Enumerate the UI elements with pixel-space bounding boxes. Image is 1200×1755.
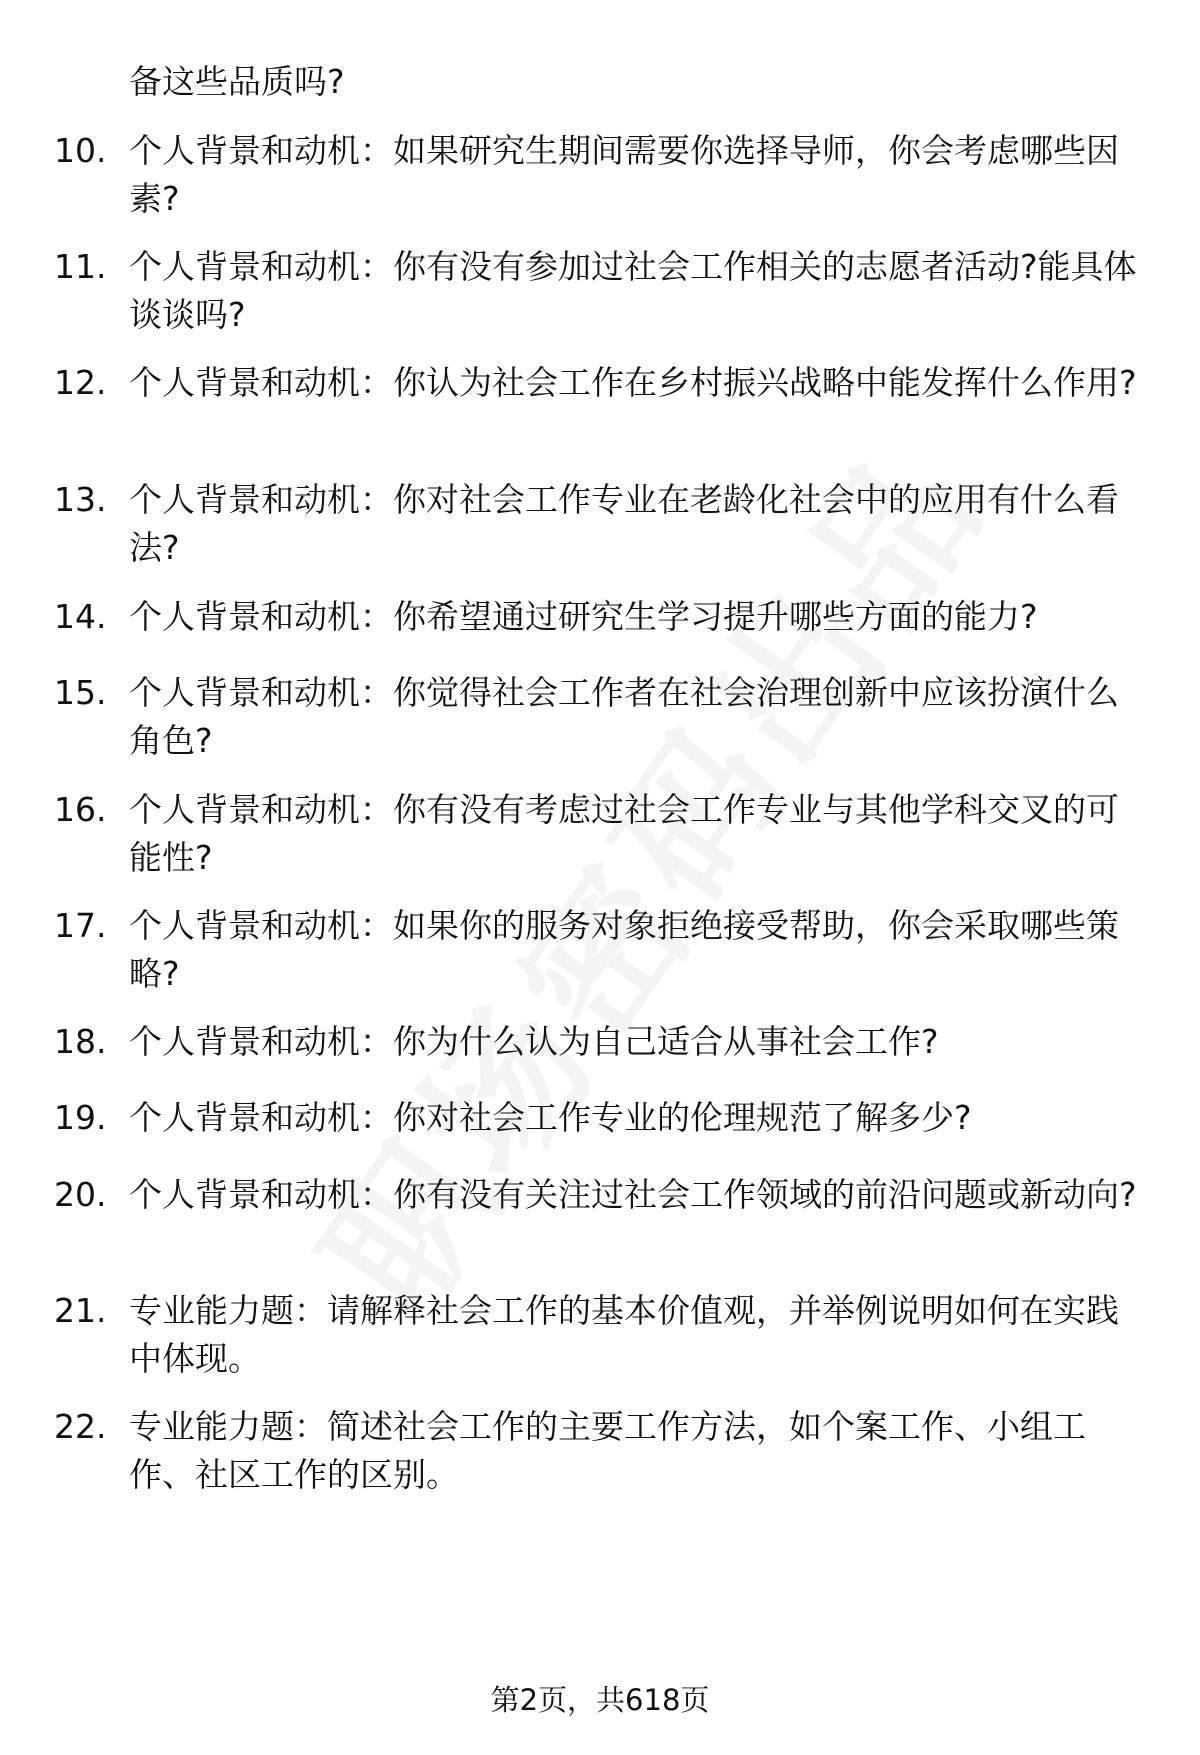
item-number: 10. [54, 131, 107, 170]
item-text: 专业能力题：请解释社会工作的基本价值观，并举例说明如何在实践中体现。 [129, 1291, 1119, 1378]
item-text: 个人背景和动机：你希望通过研究生学习提升哪些方面的能力? [129, 597, 1038, 636]
item-text: 个人背景和动机：如果你的服务对象拒绝接受帮助，你会采取哪些策略? [129, 906, 1119, 993]
item-number: 13. [54, 480, 107, 519]
item-text: 个人背景和动机：你有没有参加过社会工作相关的志愿者活动?能具体谈谈吗? [129, 247, 1137, 334]
item-text: 个人背景和动机：你为什么认为自己适合从事社会工作? [129, 1022, 939, 1061]
item-text: 个人背景和动机：你对社会工作专业在老龄化社会中的应用有什么看法? [129, 480, 1119, 567]
item-number: 11. [54, 247, 107, 286]
item-number: 17. [54, 906, 107, 945]
item-number: 16. [54, 790, 107, 829]
item-text: 专业能力题：简述社会工作的主要工作方法，如个案工作、小组工作、社区工作的区别。 [129, 1407, 1086, 1494]
item-text: 个人背景和动机：你认为社会工作在乡村振兴战略中能发挥什么作用? [129, 363, 1137, 402]
item-text: 个人背景和动机：你有没有关注过社会工作领域的前沿问题或新动向? [129, 1175, 1137, 1214]
continuation-text: 备这些品质吗? [129, 62, 345, 101]
item-number: 19. [54, 1098, 107, 1137]
item-number: 15. [54, 673, 107, 712]
page-footer: 第2页，共618页 [490, 1683, 710, 1717]
item-text: 个人背景和动机：如果研究生期间需要你选择导师，你会考虑哪些因素? [129, 131, 1119, 218]
item-number: 12. [54, 363, 107, 402]
item-text: 个人背景和动机：你觉得社会工作者在社会治理创新中应该扮演什么角色? [129, 673, 1119, 760]
item-text: 个人背景和动机：你有没有考虑过社会工作专业与其他学科交叉的可能性? [129, 790, 1119, 877]
item-text: 个人背景和动机：你对社会工作专业的伦理规范了解多少? [129, 1098, 972, 1137]
item-number: 18. [54, 1022, 107, 1061]
item-number: 22. [54, 1407, 107, 1446]
item-number: 20. [54, 1175, 107, 1214]
item-number: 14. [54, 597, 107, 636]
item-number: 21. [54, 1291, 107, 1330]
